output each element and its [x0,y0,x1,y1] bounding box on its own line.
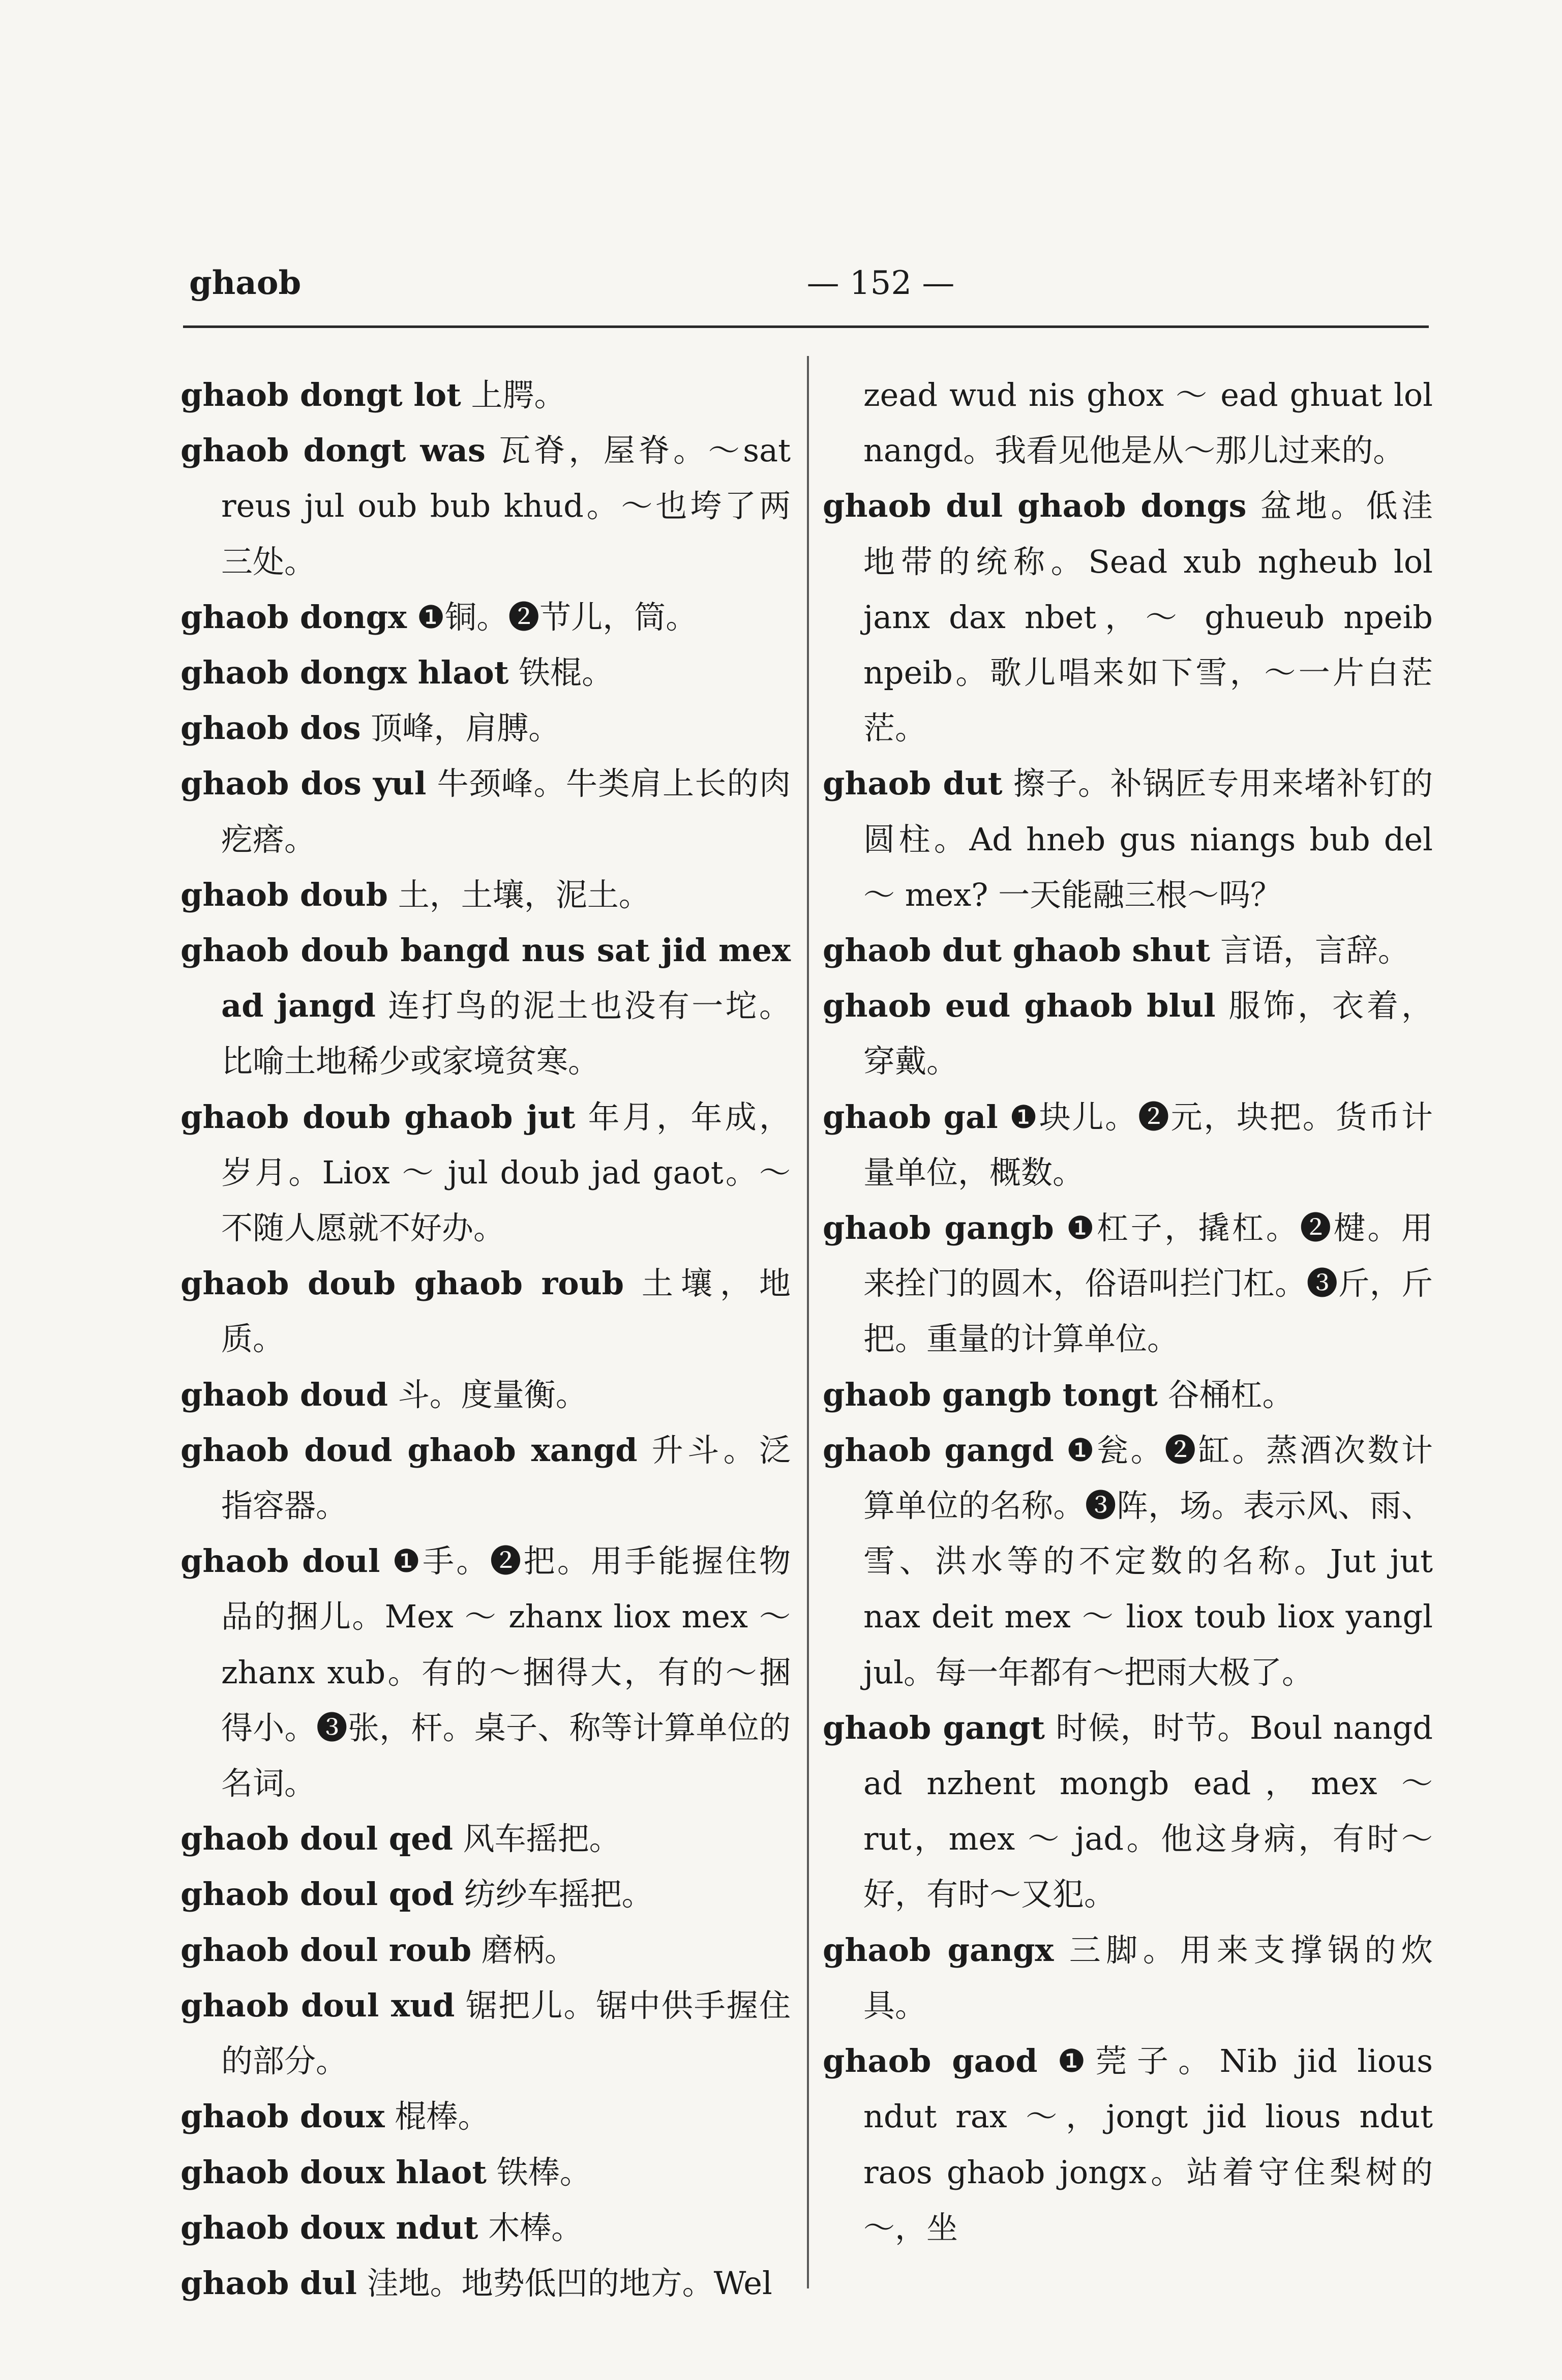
running-head: ghaob [189,264,302,302]
entry-definition: 上腭。 [461,376,566,413]
entry-headword: ghaob dongt lot [181,376,461,413]
dictionary-entry [181,367,791,423]
entry-definition: 斗。度量衡。 [388,1376,587,1413]
entry-headword: ghaob eud ghaob blul [823,987,1216,1025]
dictionary-entry [823,478,1433,756]
dictionary-entry [181,1256,791,1366]
dictionary-entry [823,923,1433,978]
entry-headword: ghaob doud ghaob xangd [181,1431,638,1469]
entry-definition: 土，土壤，泥土。 [388,876,650,913]
dictionary-entry [823,2033,1433,2255]
dictionary-entry [823,1422,1433,1700]
entry-definition: ❶杠子，撬杠。❷楗。用来拴门的圆木，俗语叫拦门杠。❸斤，斤把。重量的计算单位。 [863,1209,1433,1358]
dictionary-entry [181,1922,791,1978]
entry-headword: ghaob doub ghaob jut [181,1098,576,1136]
entry-definition: 连打鸟的泥土也没有一坨。比喻土地稀少或家境贫寒。 [221,987,791,1080]
entry-definition: 盆地。低洼地带的统称。Sead xub ngheub lol janx dax nbet，～ ghueub npeib npeib。歌儿唱来如下雪，～一片白茫茫。 [863,487,1433,747]
entry-definition: ❶块儿。❷元，块把。货币计量单位，概数。 [863,1098,1433,1191]
dictionary-entry [823,756,1433,923]
entry-headword: ghaob gangt [823,1709,1045,1746]
entry-definition: 时候，时节。Boul nangd ad nzhent mongb ead，mex ～ rut，mex ～ jad。他这身病，有时～好，有时～又犯。 [863,1709,1433,1913]
entry-headword: ghaob doux hlaot [181,2153,487,2191]
entry-headword: ghaob dul [181,2264,357,2302]
entry-headword: ghaob doub [181,876,388,913]
entry-definition: ❶瓮。❷缸。蒸酒次数计算单位的名称。❸阵，场。表示风、雨、雪、洪水等的不定数的名称。Jut jut nax deit mex ～ liox toub liox yangl jul。每一年都有～把雨大极了。 [863,1431,1433,1691]
header-rule [183,325,1429,328]
entry-definition: 风车摇把。 [453,1820,621,1858]
page-header [189,260,1430,306]
entry-definition: ❶手。❷把。用手能握住物品的捆儿。Mex ～ zhanx liox mex ～ zhanx xub。有的～捆得大，有的～捆得小。❸张，杆。桌子、称等计算单位的名词。 [221,1542,791,1802]
dictionary-entry [181,756,791,867]
entry-definition: ❶铜。❷节儿，筒。 [407,598,698,636]
entry-definition: 升斗。泛指容器。 [221,1431,791,1525]
entry-headword: ghaob gangb [823,1209,1054,1247]
dictionary-entry [823,978,1433,1089]
dictionary-entry [181,423,791,589]
dictionary-entry [823,1367,1433,1422]
entry-definition: 铁棍。 [508,654,614,692]
dictionary-entry [181,2089,791,2144]
dictionary-entry [181,1978,791,2089]
entry-headword: ghaob dut ghaob shut [823,932,1211,969]
entry-definition: 磨柄。 [471,1931,576,1969]
entry-headword: ghaob gangd [823,1431,1054,1469]
entry-headword: ghaob gangx [823,1931,1054,1969]
entry-headword: ghaob dut [823,765,1003,802]
entry-definition: zead wud nis ghox ～ ead ghuat lol nangd。我看见他是从～那儿过来的。 [863,376,1433,469]
dictionary-entry [823,367,1433,478]
dictionary-entry [181,2145,791,2200]
dictionary-entry [181,867,791,923]
dictionary-entry [823,1700,1433,1922]
entry-headword: ghaob doud [181,1376,388,1413]
dictionary-entry [181,589,791,645]
dictionary-entry [181,923,791,1089]
entry-headword: ghaob dul ghaob dongs [823,487,1247,525]
entry-headword: ghaob doul xud [181,1986,455,2024]
entry-definition: ❶莞子。Nib jid lious ndut rax ～，jongt jid lious ndut raos ghaob jongx。站着守住梨树的～，坐 [863,2042,1433,2246]
entry-definition: 土壤，地质。 [221,1265,791,1358]
entry-headword: ghaob doub bangd nus sat jid mex ad jangd [181,932,791,1025]
entry-definition: 擦子。补锅匠专用来堵补钉的圆柱。Ad hneb gus niangs bub del ～ mex? 一天能融三根～吗？ [863,765,1433,913]
entry-definition: 铁棒。 [487,2153,591,2191]
entry-headword: ghaob doux [181,2098,385,2135]
entry-headword: ghaob dos [181,709,361,747]
dictionary-entry [823,1200,1433,1367]
column-divider [807,356,809,2288]
entry-headword: ghaob dongx [181,598,407,636]
dictionary-entry [181,1866,791,1922]
entry-headword: ghaob gaod [823,2042,1038,2080]
right-column [823,367,1433,2255]
entry-definition: 服饰，衣着，穿戴。 [863,987,1433,1080]
entry-headword: ghaob dongx hlaot [181,654,509,692]
entry-definition: 三脚。用来支撑锅的炊具。 [863,1931,1433,2024]
entry-headword: ghaob doul [181,1542,380,1580]
entry-headword: ghaob doul roub [181,1931,472,1969]
entry-headword: ghaob dongt was [181,432,486,469]
entry-headword: ghaob dos yul [181,765,427,802]
entry-headword: ghaob doux ndut [181,2209,478,2246]
dictionary-entry [181,1811,791,1866]
entry-definition: 顶峰，肩膊。 [361,709,560,747]
dictionary-entry [181,1533,791,1811]
entry-headword: ghaob doub ghaob roub [181,1265,624,1302]
left-column [181,367,791,2311]
entry-definition: 洼地。地势低凹的地方。Wel [356,2264,772,2302]
dictionary-entry [181,700,791,756]
entry-definition: 瓦脊，屋脊。～sat reus jul oub bub khud。～也垮了两三处。 [221,432,791,580]
entry-headword: ghaob doul qod [181,1876,454,1913]
entry-definition: 牛颈峰。牛类肩上长的肉疙瘩。 [221,765,791,858]
entry-definition: 木棒。 [478,2209,583,2246]
dictionary-entry [823,1922,1433,2033]
dictionary-entry [823,1089,1433,1200]
entry-headword: ghaob gal [823,1098,998,1136]
entry-headword: ghaob doul qed [181,1820,453,1858]
dictionary-entry [181,1367,791,1422]
entry-definition: 年月，年成，岁月。Liox ～ jul doub jad gaot。～不随人愿就不好办。 [221,1098,791,1247]
dictionary-entry [181,1422,791,1533]
entry-definition: 言语，言辞。 [1210,932,1409,969]
entry-definition: 谷桶杠。 [1157,1376,1294,1413]
dictionary-entry [181,2255,791,2311]
dictionary-entry [181,1089,791,1256]
entry-definition: 棍棒。 [384,2098,490,2135]
entry-definition: 纺纱车摇把。 [454,1876,653,1913]
dictionary-entry [181,2200,791,2255]
page-number: — 152 — [806,264,955,302]
dictionary-entry [181,645,791,700]
entry-definition: 锯把儿。锯中供手握住的部分。 [221,1986,791,2080]
entry-headword: ghaob gangb tongt [823,1376,1158,1413]
